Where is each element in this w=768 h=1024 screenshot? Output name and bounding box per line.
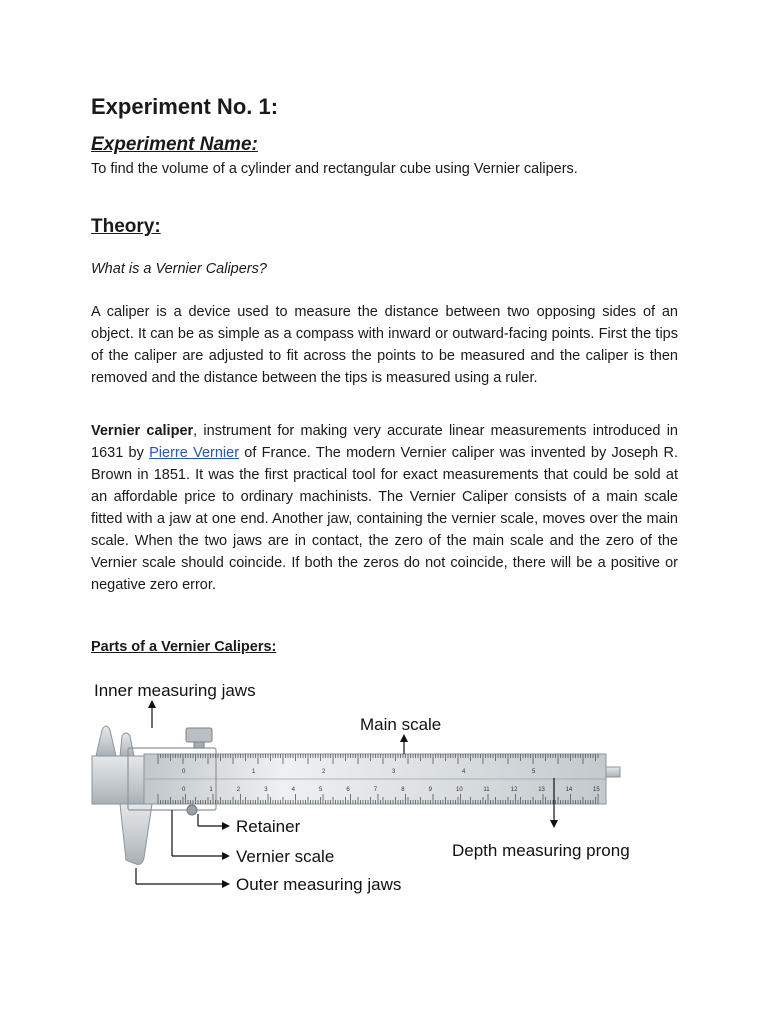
lower-scale-number: 10 <box>456 787 463 793</box>
lower-scale-number: 6 <box>346 787 350 793</box>
parts-heading: Parts of a Vernier Calipers: <box>91 639 277 655</box>
label-inner-measuring-jaws: Inner measuring jaws <box>94 681 256 700</box>
arrow-main-scale <box>400 734 408 742</box>
arrow-outer-jaws <box>222 880 230 888</box>
vernier-caliper-paragraph <box>91 420 678 596</box>
upper-scale-number: 3 <box>392 769 396 775</box>
para2-text-after-link: of France. The modern Vernier caliper was invented by Joseph R. Brown in 1851. It was the first practical tool for exact measurements that could be sold at an affordable price to ordinary machinists. The Vernier Caliper consists of a main scale fitted with a jaw at one end. Another jaw, containing the vernier scale, moves over the main scale. When the two jaws are in contact, the zero of the main scale and the zero of the Vernier scale should coincide. If both the zeros do not coincide, there will be a positive or negative zero error. <box>91 445 678 593</box>
label-vernier-scale: Vernier scale <box>236 847 335 866</box>
lower-scale-number: 8 <box>401 787 405 793</box>
inner-jaw-movable <box>120 733 134 756</box>
lower-scale-number: 0 <box>182 787 186 793</box>
pierre-vernier-link[interactable]: Pierre Vernier <box>149 445 240 461</box>
lower-scale-number: 4 <box>291 787 295 793</box>
fixed-jaw-body <box>92 756 144 804</box>
lower-scale-number: 14 <box>565 787 573 793</box>
outer-measuring-jaw-fixed <box>120 804 152 864</box>
upper-scale-number: 4 <box>462 769 466 775</box>
lower-scale-number: 2 <box>236 787 241 793</box>
vernier-caliper-term: Vernier caliper <box>91 423 194 439</box>
lower-scale-number: 12 <box>510 787 518 793</box>
lower-scale-number: 1 <box>209 787 213 793</box>
lower-scale-number: 3 <box>264 787 268 793</box>
arrow-retainer <box>222 822 230 830</box>
lower-scale-number: 9 <box>428 787 432 793</box>
arrow-vernier-scale <box>222 852 230 860</box>
theory-heading: Theory: <box>91 216 161 237</box>
upper-scale-number: 5 <box>532 769 536 775</box>
label-outer-measuring-jaws: Outer measuring jaws <box>236 875 402 894</box>
experiment-aim: To find the volume of a cylinder and rectangular cube using Vernier calipers. <box>91 161 578 177</box>
lower-scale-number: 13 <box>538 787 545 793</box>
lower-scale-number: 15 <box>593 787 600 793</box>
label-retainer: Retainer <box>236 817 301 836</box>
upper-scale-number: 0 <box>182 769 186 775</box>
arrow-inner-jaws <box>148 700 156 708</box>
lower-scale-number: 7 <box>373 787 378 793</box>
label-depth-measuring-prong: Depth measuring prong <box>452 841 630 860</box>
arrow-depth-prong <box>550 820 558 828</box>
upper-scale-number: 1 <box>252 769 256 775</box>
retainer-screw <box>186 728 212 742</box>
theory-question: What is a Vernier Calipers? <box>91 261 267 277</box>
lower-scale-number: 5 <box>319 787 323 793</box>
caliper-definition-paragraph: A caliper is a device used to measure the distance between two opposing sides of an object. It can be as simple as a compass with inward or outward-facing points. First the tips of the caliper are adjusted to fit across the points to be measured and the caliper is then removed and the distance between the tips is measured using a ruler. <box>91 304 678 386</box>
experiment-name-heading: Experiment Name: <box>91 134 258 155</box>
experiment-title: Experiment No. 1: <box>91 94 279 119</box>
vernier-caliper-diagram <box>86 672 676 904</box>
upper-scale-number: 2 <box>322 769 326 775</box>
inner-measuring-jaws <box>96 726 116 756</box>
depth-measuring-prong-bar <box>606 767 620 777</box>
lower-scale-number: 11 <box>483 787 490 793</box>
label-main-scale: Main scale <box>360 715 442 734</box>
para2-text-before-link: , instrument for making very accurate linear measurements introduced in 1631 by <box>91 423 678 461</box>
